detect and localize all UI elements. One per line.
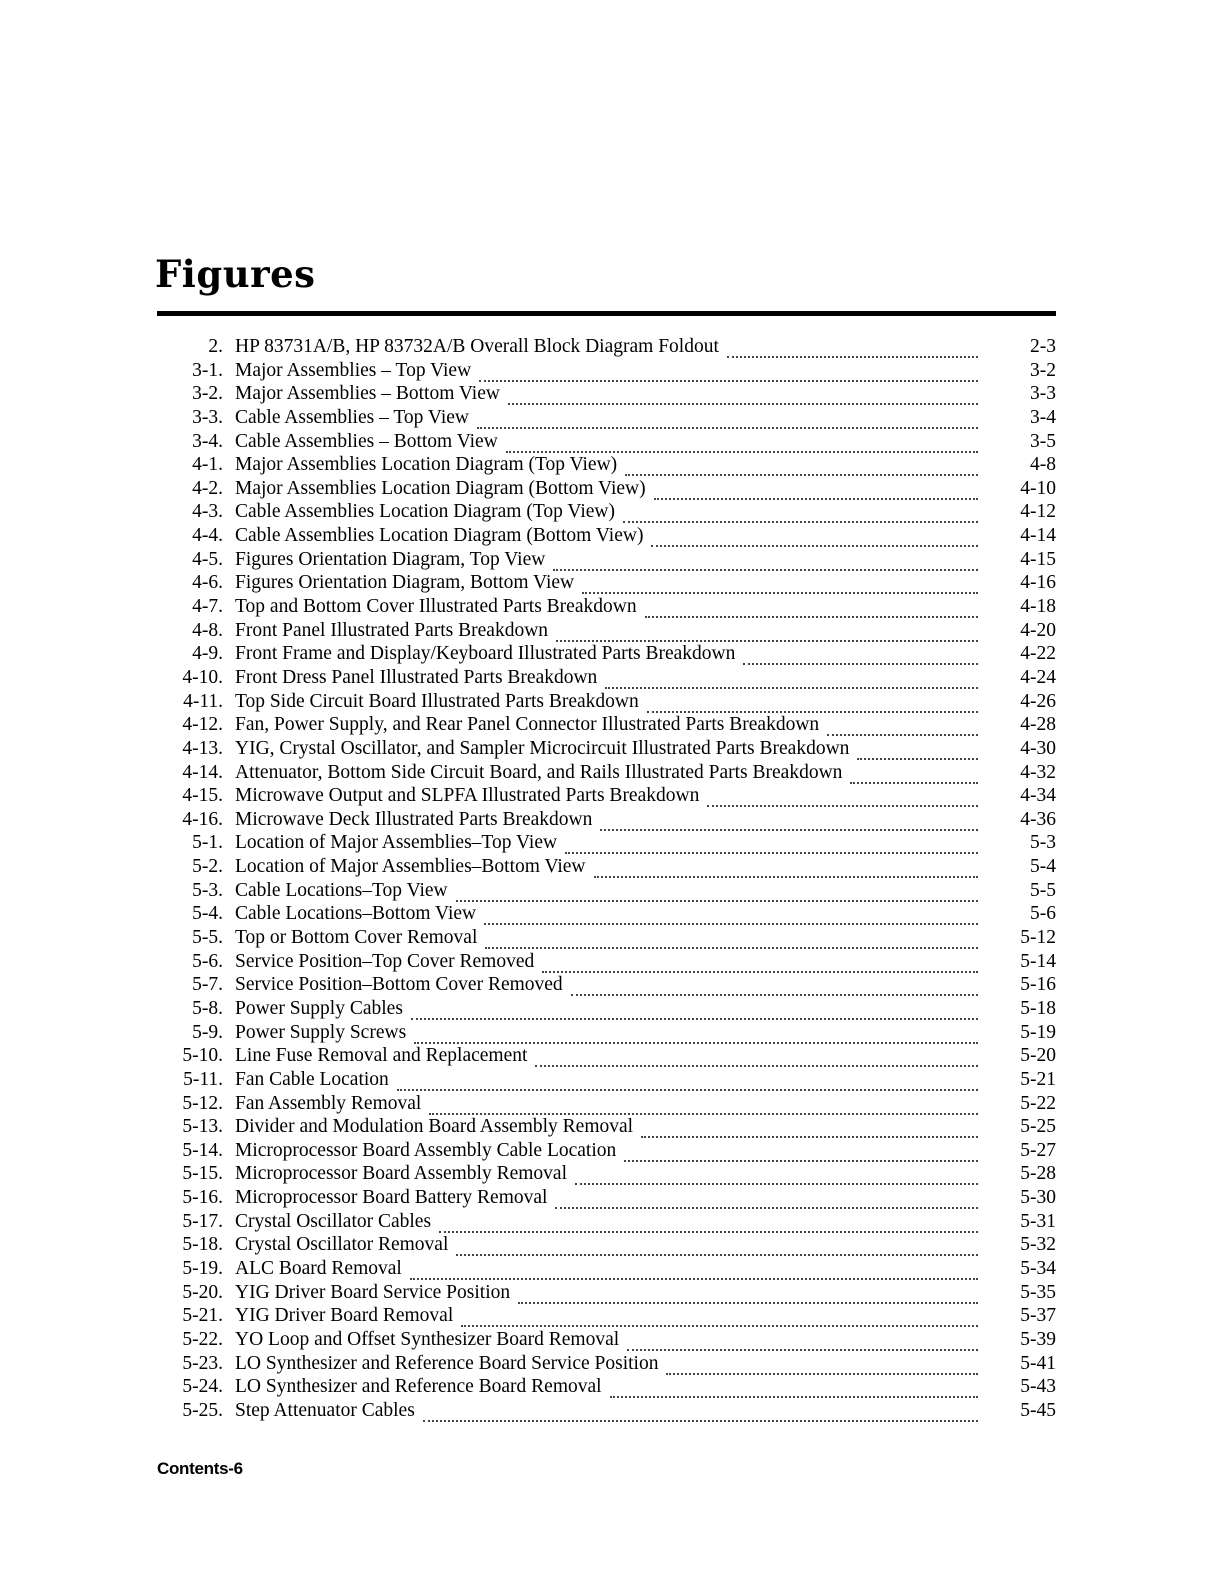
figure-title: LO Synthesizer and Reference Board Removal	[235, 1376, 602, 1398]
figure-title: YIG, Crystal Oscillator, and Sampler Microcircuit Illustrated Parts Breakdown	[235, 737, 850, 759]
dot-leader	[605, 677, 978, 689]
figure-number: 4-14.	[182, 761, 223, 783]
figure-number: 5-15.	[182, 1163, 223, 1185]
figure-title: Major Assemblies Location Diagram (Top View)	[235, 454, 618, 476]
figure-number: 5-8.	[192, 997, 223, 1019]
figure-page-number: 5-6	[1030, 903, 1056, 925]
dot-leader	[439, 1221, 978, 1233]
figure-entry[interactable]	[157, 1209, 1056, 1233]
dot-leader	[553, 559, 978, 571]
figure-entry[interactable]	[157, 1256, 1056, 1280]
dot-leader	[654, 488, 978, 500]
dot-leader	[827, 724, 978, 736]
figure-entry[interactable]	[157, 570, 1056, 594]
figure-page-number: 4-36	[1020, 808, 1056, 830]
figure-entry[interactable]	[157, 1020, 1056, 1044]
dot-leader	[627, 1339, 978, 1351]
figure-number: 5-11.	[183, 1068, 223, 1090]
figure-entry[interactable]	[157, 783, 1056, 807]
figure-title: Service Position–Bottom Cover Removed	[235, 974, 563, 996]
dot-leader	[594, 866, 978, 878]
figure-title: Front Panel Illustrated Parts Breakdown	[235, 619, 549, 641]
figure-title: Microwave Output and SLPFA Illustrated Parts Breakdown	[235, 785, 700, 807]
figure-title: Top Side Circuit Board Illustrated Parts Breakdown	[235, 690, 639, 712]
figure-entry[interactable]	[157, 523, 1056, 547]
figure-page-number: 3-2	[1030, 359, 1056, 381]
figure-number: 4-15.	[182, 785, 223, 807]
figure-number: 5-6.	[192, 950, 223, 972]
figure-entry[interactable]	[157, 1091, 1056, 1115]
figure-entry[interactable]	[157, 1327, 1056, 1351]
figure-title: Location of Major Assemblies–Bottom View	[235, 856, 586, 878]
figure-number: 5-13.	[182, 1116, 223, 1138]
dot-leader	[518, 1292, 978, 1304]
figure-page-number: 5-4	[1030, 856, 1056, 878]
figure-number: 5-16.	[182, 1187, 223, 1209]
figure-page-number: 4-18	[1020, 596, 1056, 618]
figure-number: 4-12.	[182, 714, 223, 736]
figure-number: 5-4.	[192, 903, 223, 925]
dot-leader	[411, 1008, 978, 1020]
figure-title: Major Assemblies – Bottom View	[235, 383, 500, 405]
dot-leader	[479, 370, 978, 382]
figure-page-number: 4-14	[1020, 525, 1056, 547]
figure-entry[interactable]	[157, 1185, 1056, 1209]
figure-entry[interactable]	[157, 358, 1056, 382]
figure-title: Major Assemblies Location Diagram (Bottom View)	[235, 477, 646, 499]
figure-number: 3-1.	[192, 359, 223, 381]
figure-entry[interactable]	[157, 878, 1056, 902]
figure-number: 5-14.	[182, 1139, 223, 1161]
dot-leader	[624, 1150, 978, 1162]
figure-page-number: 5-25	[1020, 1116, 1056, 1138]
figure-title: ALC Board Removal	[235, 1257, 402, 1279]
figure-number: 5-18.	[182, 1234, 223, 1256]
figure-number: 4-13.	[182, 737, 223, 759]
dot-leader	[456, 890, 978, 902]
figure-title: LO Synthesizer and Reference Board Service Position	[235, 1352, 659, 1374]
figure-entry[interactable]	[157, 830, 1056, 854]
dot-leader	[582, 582, 978, 594]
figure-number: 3-2.	[192, 383, 223, 405]
figure-page-number: 5-28	[1020, 1163, 1056, 1185]
dot-leader	[857, 748, 978, 760]
figure-title: Location of Major Assemblies–Top View	[235, 832, 558, 854]
dot-leader	[429, 1103, 978, 1115]
figure-entry[interactable]	[157, 712, 1056, 736]
dot-leader	[651, 535, 978, 547]
figure-entry[interactable]	[157, 1398, 1056, 1422]
dot-leader	[414, 1032, 978, 1044]
figure-page-number: 5-27	[1020, 1139, 1056, 1161]
figure-entry[interactable]	[157, 1114, 1056, 1138]
figure-page-number: 4-16	[1020, 572, 1056, 594]
figure-number: 3-3.	[192, 406, 223, 428]
dot-leader	[485, 937, 978, 949]
figure-page-number: 3-4	[1030, 406, 1056, 428]
figure-entry[interactable]	[157, 972, 1056, 996]
figure-entry[interactable]	[157, 736, 1056, 760]
figure-page-number: 3-5	[1030, 430, 1056, 452]
dot-leader	[600, 819, 978, 831]
figure-number: 5-22.	[182, 1328, 223, 1350]
figure-page-number: 5-14	[1020, 950, 1056, 972]
figure-number: 4-16.	[182, 808, 223, 830]
figure-entry[interactable]	[157, 996, 1056, 1020]
figure-entry[interactable]	[157, 499, 1056, 523]
figure-number: 5-5.	[192, 927, 223, 949]
figure-page-number: 4-30	[1020, 737, 1056, 759]
figure-title: Fan Assembly Removal	[235, 1092, 422, 1114]
figure-page-number: 4-20	[1020, 619, 1056, 641]
dot-leader	[623, 511, 978, 523]
figure-page-number: 4-28	[1020, 714, 1056, 736]
figure-title: YO Loop and Offset Synthesizer Board Removal	[235, 1328, 620, 1350]
figure-title: Major Assemblies – Top View	[235, 359, 472, 381]
figure-entry[interactable]	[157, 405, 1056, 429]
figure-page-number: 5-45	[1020, 1399, 1056, 1421]
figure-number: 5-3.	[192, 879, 223, 901]
figures-list	[157, 334, 1056, 1421]
figure-number: 5-9.	[192, 1021, 223, 1043]
figure-entry[interactable]	[157, 618, 1056, 642]
figure-entry[interactable]	[157, 641, 1056, 665]
figure-title: Cable Locations–Bottom View	[235, 903, 477, 925]
figure-entry[interactable]	[157, 760, 1056, 784]
title-rule	[157, 311, 1056, 316]
figure-number: 5-21.	[182, 1305, 223, 1327]
figure-title: Microwave Deck Illustrated Parts Breakdown	[235, 808, 593, 830]
figure-title: YIG Driver Board Service Position	[235, 1281, 511, 1303]
figure-number: 4-11.	[183, 690, 223, 712]
figure-number: 5-12.	[182, 1092, 223, 1114]
dot-leader	[707, 795, 978, 807]
figure-entry[interactable]	[157, 854, 1056, 878]
figure-title: Service Position–Top Cover Removed	[235, 950, 535, 972]
figure-title: Cable Locations–Top View	[235, 879, 448, 901]
figure-page-number: 5-41	[1020, 1352, 1056, 1374]
figure-number: 5-7.	[192, 974, 223, 996]
figure-title: Top and Bottom Cover Illustrated Parts Breakdown	[235, 596, 637, 618]
figure-title: Attenuator, Bottom Side Circuit Board, and Rails Illustrated Parts Breakdown	[235, 761, 843, 783]
figure-page-number: 4-8	[1030, 454, 1056, 476]
figure-page-number: 5-35	[1020, 1281, 1056, 1303]
figure-entry[interactable]	[157, 452, 1056, 476]
dot-leader	[506, 441, 978, 453]
figure-title: Front Dress Panel Illustrated Parts Breakdown	[235, 666, 598, 688]
figure-title: Power Supply Cables	[235, 997, 403, 1019]
figure-title: Cable Assemblies – Top View	[235, 406, 469, 428]
figure-number: 4-1.	[192, 454, 223, 476]
figure-entry[interactable]	[157, 1161, 1056, 1185]
figure-entry[interactable]	[157, 1067, 1056, 1091]
figure-page-number: 5-12	[1020, 927, 1056, 949]
dot-leader	[850, 772, 978, 784]
page-footer: Contents-6	[157, 1459, 243, 1478]
figure-entry[interactable]	[157, 1232, 1056, 1256]
figure-number: 3-4.	[192, 430, 223, 452]
figure-number: 4-4.	[192, 525, 223, 547]
figure-page-number: 5-5	[1030, 879, 1056, 901]
figure-title: Crystal Oscillator Removal	[235, 1234, 449, 1256]
figure-entry[interactable]	[157, 1374, 1056, 1398]
figure-page-number: 4-26	[1020, 690, 1056, 712]
dot-leader	[571, 984, 978, 996]
dot-leader	[556, 630, 978, 642]
figure-page-number: 5-43	[1020, 1376, 1056, 1398]
figure-entry[interactable]	[157, 1138, 1056, 1162]
figure-title: Cable Assemblies Location Diagram (Top View)	[235, 501, 615, 523]
figure-page-number: 5-30	[1020, 1187, 1056, 1209]
dot-leader	[423, 1410, 978, 1422]
dot-leader	[410, 1268, 978, 1280]
dot-leader	[461, 1315, 978, 1327]
figure-title: Microprocessor Board Battery Removal	[235, 1187, 548, 1209]
figure-title: Line Fuse Removal and Replacement	[235, 1045, 528, 1067]
dot-leader	[477, 417, 978, 429]
figure-page-number: 5-3	[1030, 832, 1056, 854]
figure-title: Crystal Oscillator Cables	[235, 1210, 432, 1232]
figure-page-number: 5-18	[1020, 997, 1056, 1019]
figure-entry[interactable]	[157, 476, 1056, 500]
dot-leader	[645, 606, 978, 618]
figure-title: Cable Assemblies – Bottom View	[235, 430, 498, 452]
figure-page-number: 5-31	[1020, 1210, 1056, 1232]
figure-number: 5-23.	[182, 1352, 223, 1374]
figure-page-number: 5-22	[1020, 1092, 1056, 1114]
figure-page-number: 4-32	[1020, 761, 1056, 783]
figure-number: 4-9.	[192, 643, 223, 665]
figure-number: 4-2.	[192, 477, 223, 499]
dot-leader	[647, 701, 978, 713]
figure-page-number: 4-22	[1020, 643, 1056, 665]
figure-number: 5-24.	[182, 1376, 223, 1398]
figure-title: Microprocessor Board Assembly Cable Location	[235, 1139, 617, 1161]
dot-leader	[610, 1386, 978, 1398]
figure-number: 4-7.	[192, 596, 223, 618]
figure-entry[interactable]	[157, 1303, 1056, 1327]
figure-entry[interactable]	[157, 381, 1056, 405]
figure-number: 5-10.	[182, 1045, 223, 1067]
figure-page-number: 5-39	[1020, 1328, 1056, 1350]
figure-page-number: 4-10	[1020, 477, 1056, 499]
figure-page-number: 4-34	[1020, 785, 1056, 807]
dot-leader	[666, 1363, 978, 1375]
figure-entry[interactable]	[157, 925, 1056, 949]
figure-number: 5-2.	[192, 856, 223, 878]
figure-number: 4-8.	[192, 619, 223, 641]
figure-page-number: 4-12	[1020, 501, 1056, 523]
figure-title: Power Supply Screws	[235, 1021, 407, 1043]
figure-number: 4-3.	[192, 501, 223, 523]
figure-title: Fan Cable Location	[235, 1068, 389, 1090]
figure-page-number: 5-19	[1020, 1021, 1056, 1043]
dot-leader	[555, 1197, 978, 1209]
figure-page-number: 4-15	[1020, 548, 1056, 570]
figure-number: 2.	[208, 336, 223, 357]
figure-entry[interactable]	[157, 949, 1056, 973]
figure-page-number: 5-32	[1020, 1234, 1056, 1256]
figure-page-number: 5-21	[1020, 1068, 1056, 1090]
figure-entry[interactable]	[157, 1280, 1056, 1304]
dot-leader	[727, 346, 978, 358]
figure-page-number: 5-20	[1020, 1045, 1056, 1067]
figure-page-number: 5-37	[1020, 1305, 1056, 1327]
figure-page-number: 5-34	[1020, 1257, 1056, 1279]
dot-leader	[575, 1173, 978, 1185]
figure-title: HP 83731A/B, HP 83732A/B Overall Block Diagram Foldout	[235, 336, 719, 357]
dot-leader	[542, 961, 978, 973]
figure-number: 5-20.	[182, 1281, 223, 1303]
figure-title: Microprocessor Board Assembly Removal	[235, 1163, 567, 1185]
figure-number: 5-1.	[192, 832, 223, 854]
figure-entry[interactable]	[157, 547, 1056, 571]
dot-leader	[641, 1126, 978, 1138]
figure-entry[interactable]	[157, 807, 1056, 831]
figure-page-number: 4-24	[1020, 666, 1056, 688]
dot-leader	[456, 1244, 978, 1256]
figure-title: Figures Orientation Diagram, Bottom View	[235, 572, 575, 594]
figure-title: Figures Orientation Diagram, Top View	[235, 548, 546, 570]
figure-number: 4-10.	[182, 666, 223, 688]
figure-page-number: 3-3	[1030, 383, 1056, 405]
figure-number: 5-25.	[182, 1399, 223, 1421]
figure-entry[interactable]	[157, 901, 1056, 925]
figure-number: 4-6.	[192, 572, 223, 594]
figure-entry[interactable]	[157, 689, 1056, 713]
dot-leader	[484, 913, 978, 925]
figure-title: Fan, Power Supply, and Rear Panel Connector Illustrated Parts Breakdown	[235, 714, 820, 736]
figure-number: 4-5.	[192, 548, 223, 570]
figure-title: Divider and Modulation Board Assembly Removal	[235, 1116, 634, 1138]
figure-number: 5-17.	[182, 1210, 223, 1232]
figure-entry[interactable]	[157, 429, 1056, 453]
figure-title: YIG Driver Board Removal	[235, 1305, 454, 1327]
figure-entry[interactable]	[157, 1351, 1056, 1375]
dot-leader	[565, 842, 978, 854]
dot-leader	[625, 464, 978, 476]
figure-entry[interactable]	[157, 665, 1056, 689]
figure-entry[interactable]	[157, 334, 1056, 358]
figure-page-number: 5-16	[1020, 974, 1056, 996]
figure-title: Cable Assemblies Location Diagram (Bottom View)	[235, 525, 644, 547]
dot-leader	[397, 1079, 978, 1091]
figure-title: Front Frame and Display/Keyboard Illustrated Parts Breakdown	[235, 643, 736, 665]
dot-leader	[508, 393, 978, 405]
dot-leader	[535, 1055, 978, 1067]
page-title: Figures	[155, 252, 316, 296]
figure-number: 5-19.	[182, 1257, 223, 1279]
figure-title: Top or Bottom Cover Removal	[235, 927, 478, 949]
figure-entry[interactable]	[157, 594, 1056, 618]
figure-entry[interactable]	[157, 1043, 1056, 1067]
figure-title: Step Attenuator Cables	[235, 1399, 415, 1421]
figure-page-number: 2-3	[1030, 336, 1056, 357]
dot-leader	[743, 653, 978, 665]
